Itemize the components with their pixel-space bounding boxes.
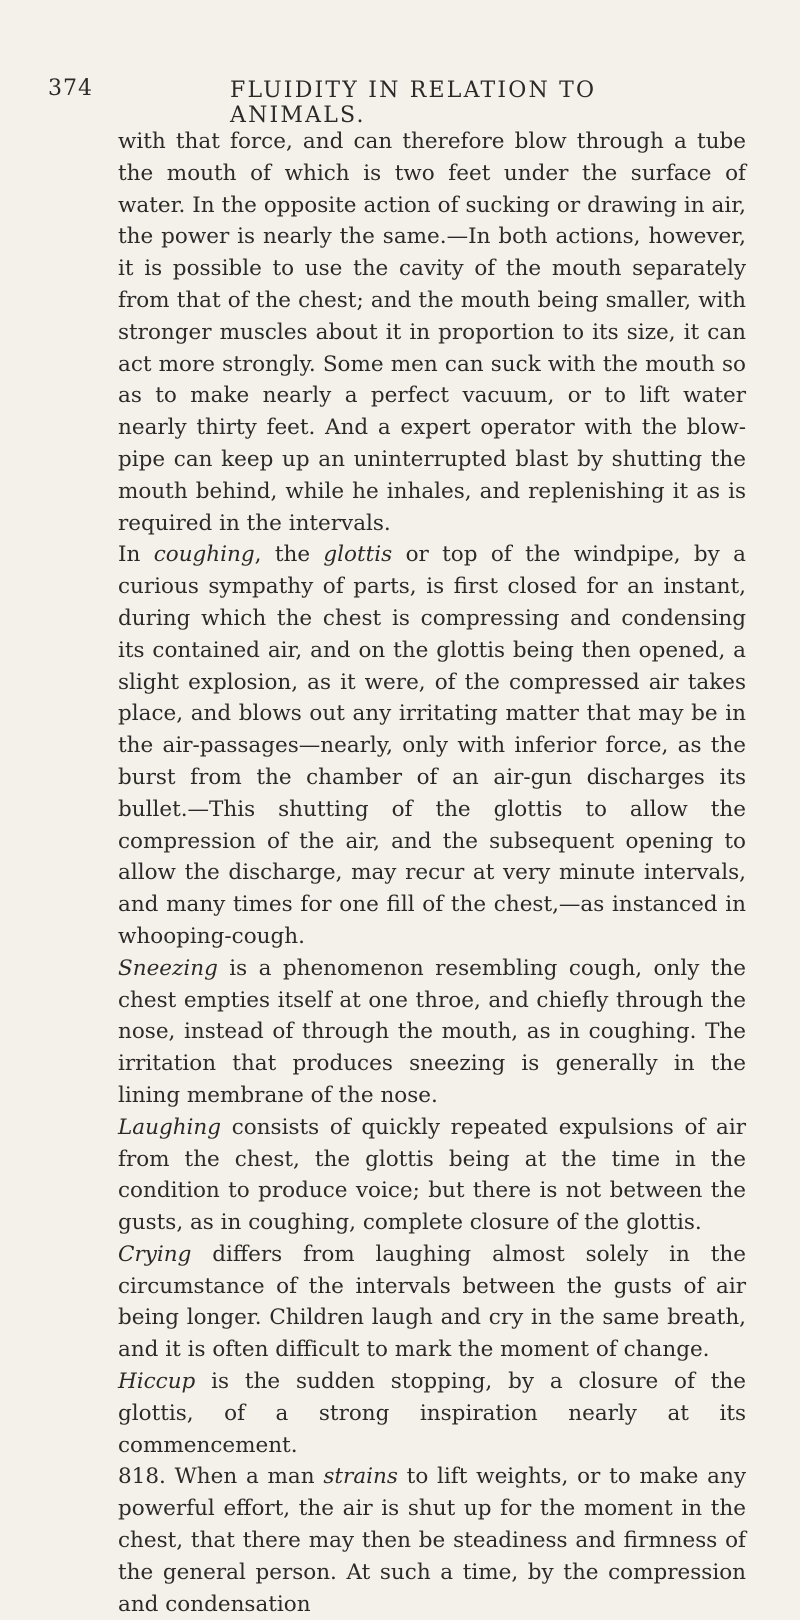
italic-term: glottis bbox=[323, 542, 393, 568]
paragraph bbox=[118, 539, 746, 952]
italic-term: Crying bbox=[118, 1241, 192, 1267]
italic-term: Laughing bbox=[118, 1114, 222, 1140]
text-run: consists of quickly repeated expulsions of air from the chest, the glottis being at the time in the condition to produce voice; but there is not between the gusts, as in coughing, complete closure of the glottis. bbox=[118, 1114, 746, 1236]
italic-term: coughing bbox=[153, 542, 255, 568]
italic-term: Hiccup bbox=[118, 1369, 196, 1395]
paragraph bbox=[118, 1239, 746, 1366]
italic-term: strains bbox=[323, 1464, 398, 1490]
paragraph bbox=[118, 1461, 746, 1620]
page-number: 374 bbox=[48, 76, 93, 101]
paragraph bbox=[118, 953, 746, 1112]
paragraph bbox=[118, 1366, 746, 1461]
text-run: is the sudden stopping, by a closure of the glottis, of a strong inspiration nearly at its commencement. bbox=[118, 1369, 746, 1458]
page-header bbox=[48, 76, 736, 128]
text-run: is a phenomenon resembling cough, only the chest empties itself at one throe, and chiefly through the nose, instead of through the mouth, as in coughing. The irritation that produces sneezing is generally in the lining membrane of the nose. bbox=[118, 955, 746, 1108]
text-run: , the bbox=[254, 542, 324, 568]
italic-term: Sneezing bbox=[118, 955, 218, 981]
paragraph bbox=[118, 126, 746, 539]
body-text bbox=[118, 126, 746, 1620]
section-number-text: 818. When a man bbox=[118, 1464, 324, 1490]
text-run: to lift weights, or to make any powerful effort, the air is shut up for the moment in the chest, that there may then be steadiness and firmness of the general person. At such a time, by the compression and condensation bbox=[118, 1464, 746, 1617]
text-run: differs from laughing almost solely in the circumstance of the intervals between the gusts of air being longer. Children laugh and cry in the same breath, and it is often difficult to mark the moment of change. bbox=[118, 1241, 746, 1363]
text-run: with that force, and can therefore blow through a tube the mouth of which is two feet under the surface of water. In the opposite action of sucking or drawing in air, the power is nearly the same.—In both actions, however, it is possible to use the cavity of the mouth separately from that of the chest; and the mouth being smaller, with stronger muscles about it in proportion to its size, it can act more strongly. Some men can suck with the mouth so as to make nearly a perfect vacuum, or to lift water nearly thirty feet. And a expert operator with the blow-pipe can keep up an uninterrupted blast by shutting the mouth behind, while he inhales, and replenishing it as is required in the intervals. bbox=[118, 129, 746, 536]
running-title: FLUIDITY IN RELATION TO ANIMALS. bbox=[230, 78, 597, 128]
text-run: or top of the windpipe, by a curious sympathy of parts, is first closed for an instant, during which the chest is compressing and condensing its contained air, and on the glottis being then opened, a slight explosion, as it were, of the compressed air takes place, and blows out any irritating matter that may be in the air-passages—nearly, only with inferior force, as the burst from the chamber of an air-gun discharges its bullet.—This shutting of the glottis to allow the compression of the air, and the subsequent opening to allow the discharge, may recur at very minute intervals, and many times for one fill of the chest,—as instanced in whooping-cough. bbox=[118, 542, 746, 949]
paragraph bbox=[118, 1112, 746, 1239]
text-run: In bbox=[118, 542, 154, 568]
